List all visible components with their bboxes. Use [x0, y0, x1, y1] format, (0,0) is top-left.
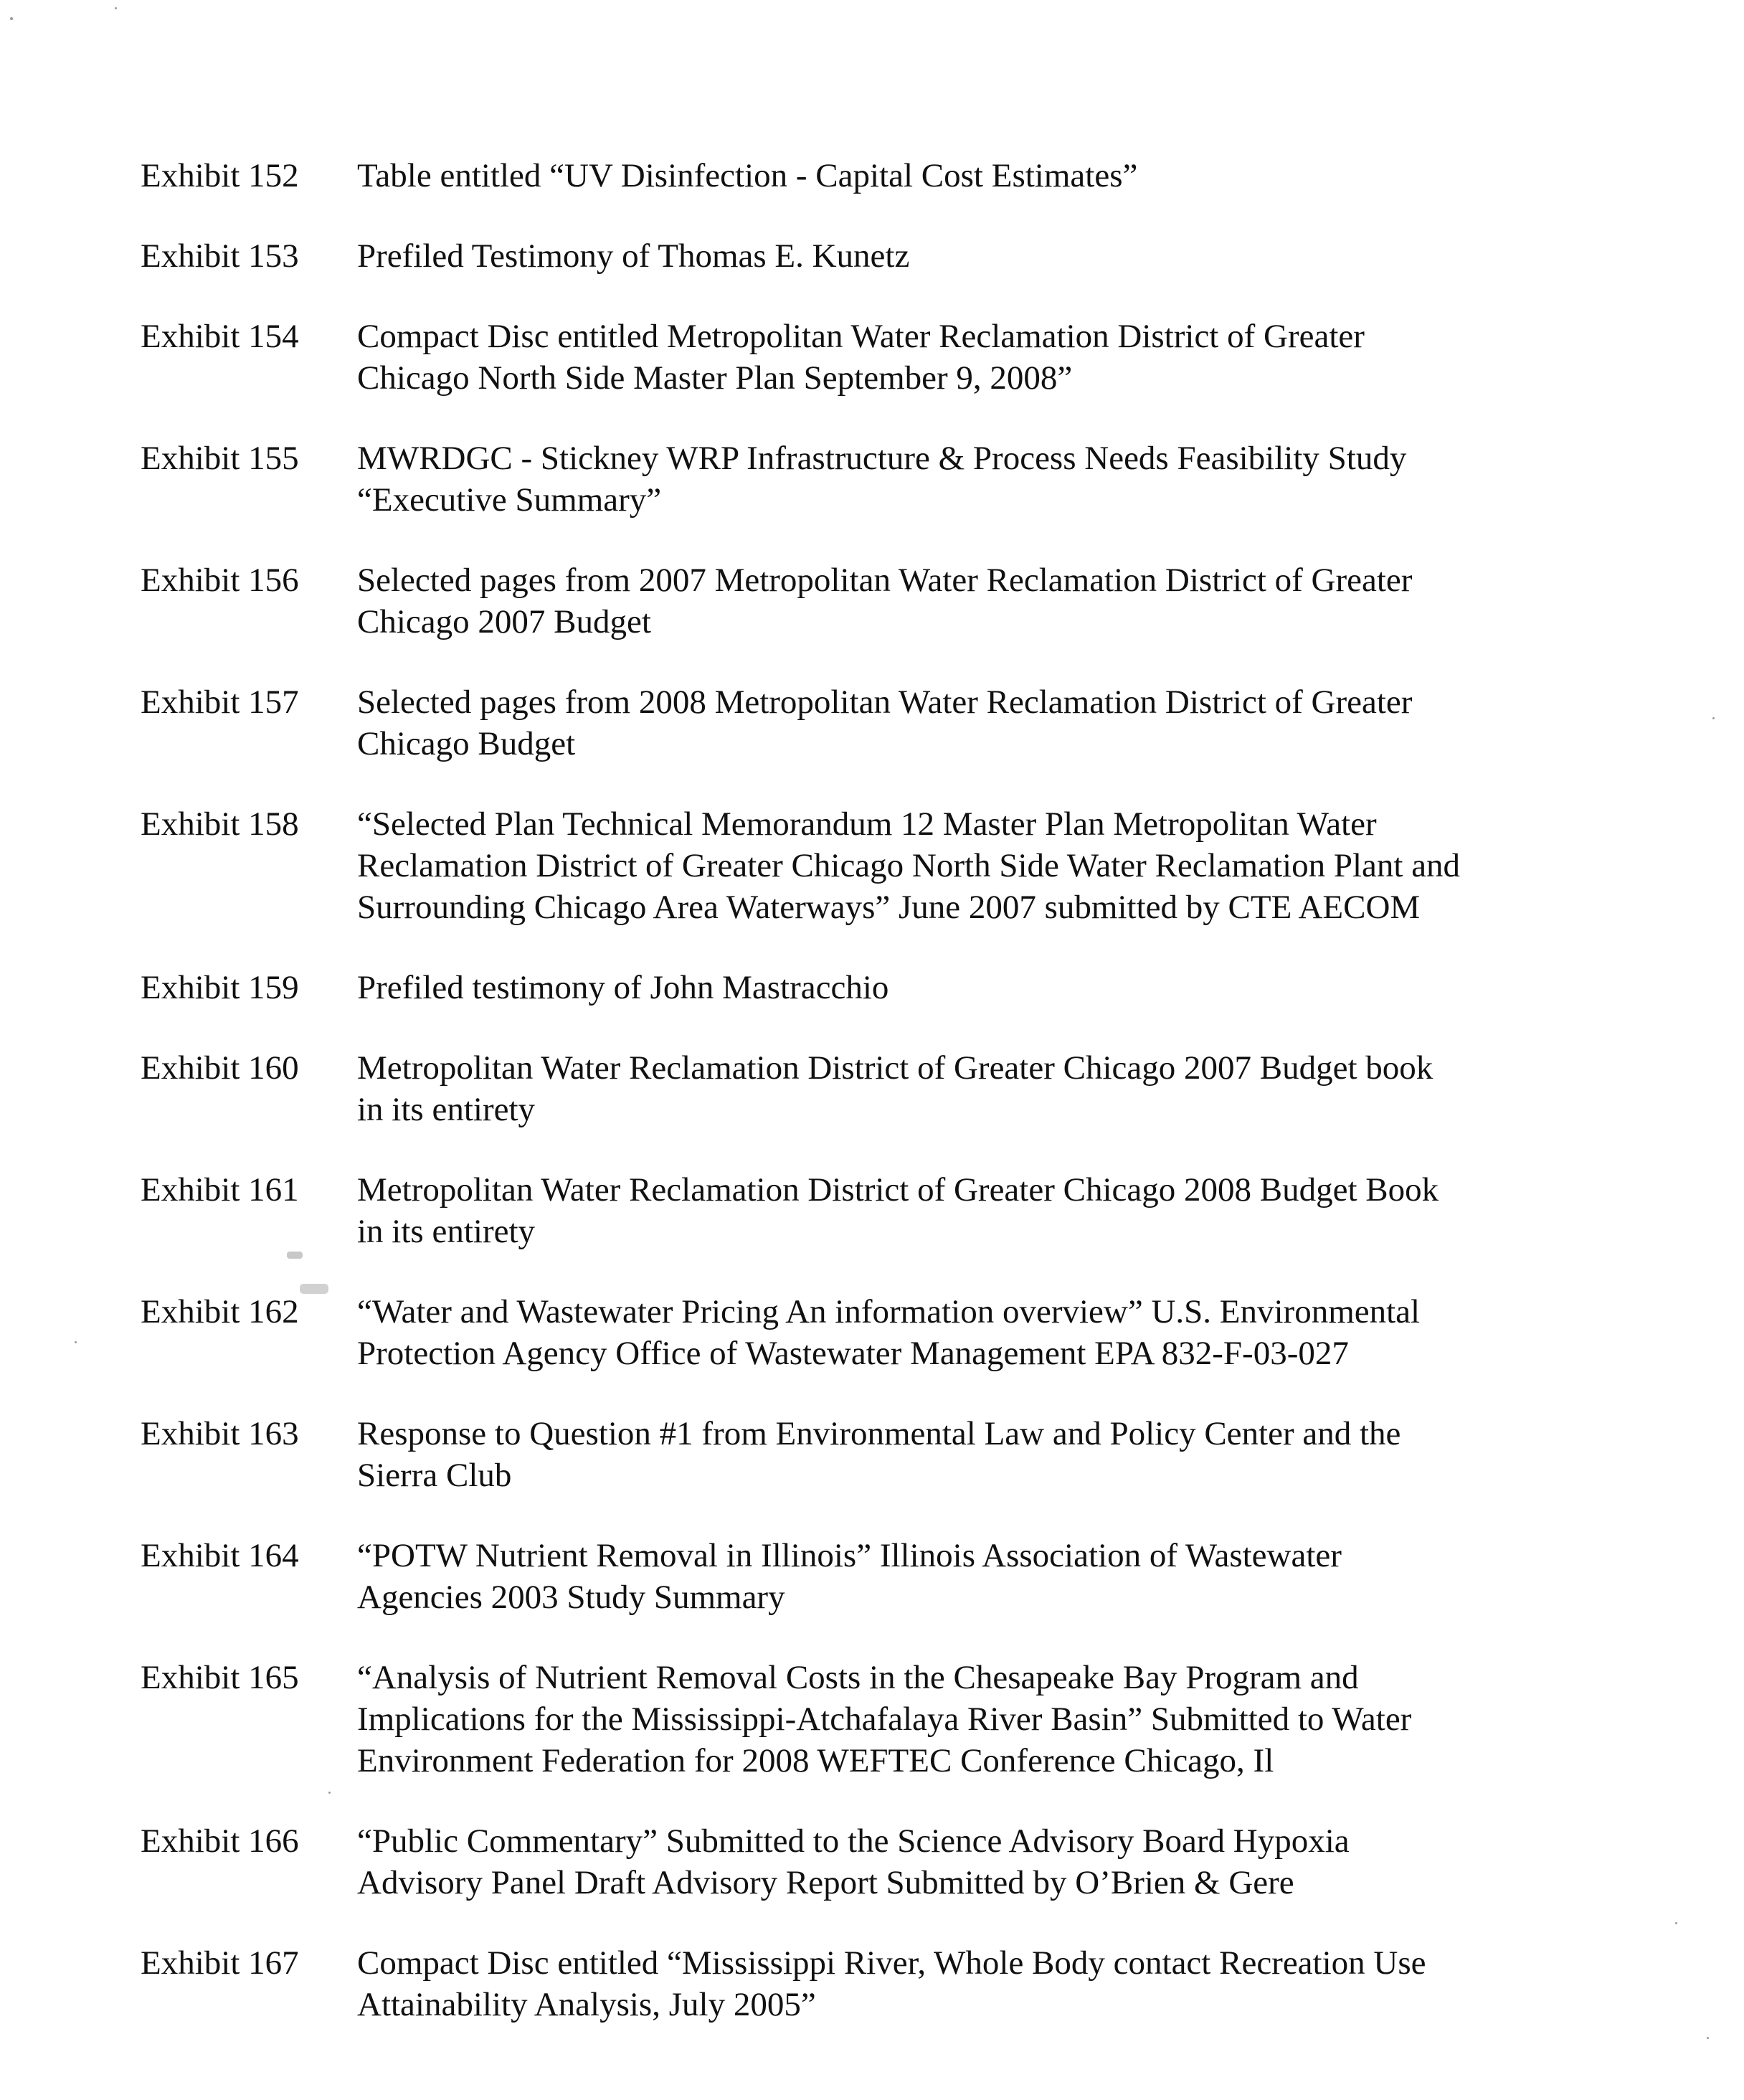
- exhibit-entry: [141, 1820, 1575, 1903]
- exhibit-number: Exhibit 153: [141, 237, 299, 275]
- exhibit-description: Selected pages from 2008 Metropolitan Water Reclamation District of Greater Chicago Budget: [357, 684, 1413, 762]
- exhibit-number: Exhibit 160: [141, 1049, 299, 1087]
- exhibit-description: Response to Question #1 from Environmental Law and Policy Center and the Sierra Club: [357, 1415, 1401, 1494]
- exhibit-list: [141, 155, 1575, 2064]
- exhibit-description: Metropolitan Water Reclamation District of Greater Chicago 2008 Budget Book in its entirety: [357, 1171, 1439, 1250]
- exhibit-number: Exhibit 163: [141, 1415, 299, 1452]
- exhibit-entry: [141, 1942, 1575, 2025]
- exhibit-entry: [141, 316, 1575, 399]
- exhibit-description: Table entitled “UV Disinfection - Capital Cost Estimates”: [357, 157, 1138, 194]
- exhibit-entry: [141, 1657, 1575, 1782]
- exhibit-description: Selected pages from 2007 Metropolitan Water Reclamation District of Greater Chicago 2007 Budget: [357, 562, 1413, 640]
- exhibit-number: Exhibit 159: [141, 969, 299, 1006]
- exhibit-description: MWRDGC - Stickney WRP Infrastructure & Process Needs Feasibility Study “Executive Summary”: [357, 440, 1407, 519]
- exhibit-number: Exhibit 165: [141, 1659, 299, 1696]
- exhibit-description: “Water and Wastewater Pricing An information overview” U.S. Environmental Protection Agency Office of Wastewater Management EPA 832-F-03-027: [357, 1293, 1421, 1372]
- exhibit-description: Prefiled Testimony of Thomas E. Kunetz: [357, 237, 910, 275]
- exhibit-description: “POTW Nutrient Removal in Illinois” Illinois Association of Wastewater Agencies 2003 Study Summary: [357, 1537, 1342, 1616]
- exhibit-description: Metropolitan Water Reclamation District of Greater Chicago 2007 Budget book in its entirety: [357, 1049, 1433, 1128]
- exhibit-number: Exhibit 164: [141, 1537, 299, 1574]
- exhibit-description: “Public Commentary” Submitted to the Science Advisory Board Hypoxia Advisory Panel Draft Advisory Report Submitted by O’Brien & Gere: [357, 1822, 1350, 1901]
- exhibit-entry: [141, 1291, 1575, 1374]
- scan-speck: [1712, 717, 1715, 719]
- exhibit-number: Exhibit 158: [141, 805, 299, 843]
- scan-speck: [1675, 1922, 1677, 1924]
- exhibit-number: Exhibit 162: [141, 1293, 299, 1330]
- exhibit-number: Exhibit 152: [141, 157, 299, 194]
- exhibit-number: Exhibit 161: [141, 1171, 299, 1209]
- scan-speck: [1707, 2037, 1709, 2039]
- exhibit-entry: [141, 681, 1575, 765]
- exhibit-number: Exhibit 157: [141, 684, 299, 721]
- exhibit-description: Compact Disc entitled “Mississippi River, Whole Body contact Recreation Use Attainability Analysis, July 2005”: [357, 1944, 1426, 2023]
- exhibit-number: Exhibit 156: [141, 562, 299, 599]
- exhibit-entry: [141, 235, 1575, 277]
- exhibit-entry: [141, 803, 1575, 928]
- exhibit-entry: [141, 559, 1575, 643]
- exhibit-description: “Analysis of Nutrient Removal Costs in the Chesapeake Bay Program and Implications for the Mississippi-Atchafalaya River Basin” Submitted to Water Environment Federation for 2008 WEFTEC Conference Chicago, Il: [357, 1659, 1412, 1779]
- exhibit-number: Exhibit 155: [141, 440, 299, 477]
- scan-speck: [115, 7, 117, 9]
- scan-speck: [300, 1284, 328, 1294]
- exhibit-number: Exhibit 166: [141, 1822, 299, 1860]
- exhibit-entry: [141, 1169, 1575, 1252]
- exhibit-entry: [141, 438, 1575, 521]
- exhibit-number: Exhibit 167: [141, 1944, 299, 1982]
- exhibit-description: Compact Disc entitled Metropolitan Water Reclamation District of Greater Chicago North Side Master Plan September 9, 2008”: [357, 318, 1365, 397]
- exhibit-entry: [141, 1413, 1575, 1496]
- exhibit-description: “Selected Plan Technical Memorandum 12 Master Plan Metropolitan Water Reclamation District of Greater Chicago North Side Water Reclamation Plant and Surrounding Chicago Area Waterways” June 2007 submitted by CTE AECOM: [357, 805, 1461, 926]
- scan-speck: [75, 1341, 77, 1343]
- exhibit-entry: [141, 967, 1575, 1008]
- scan-speck: [328, 1792, 331, 1794]
- exhibit-entry: [141, 1535, 1575, 1618]
- scan-speck: [10, 17, 13, 20]
- exhibit-entry: [141, 1047, 1575, 1130]
- scan-speck: [287, 1252, 303, 1259]
- exhibit-number: Exhibit 154: [141, 318, 299, 355]
- exhibit-description: Prefiled testimony of John Mastracchio: [357, 969, 889, 1006]
- exhibit-entry: [141, 155, 1575, 197]
